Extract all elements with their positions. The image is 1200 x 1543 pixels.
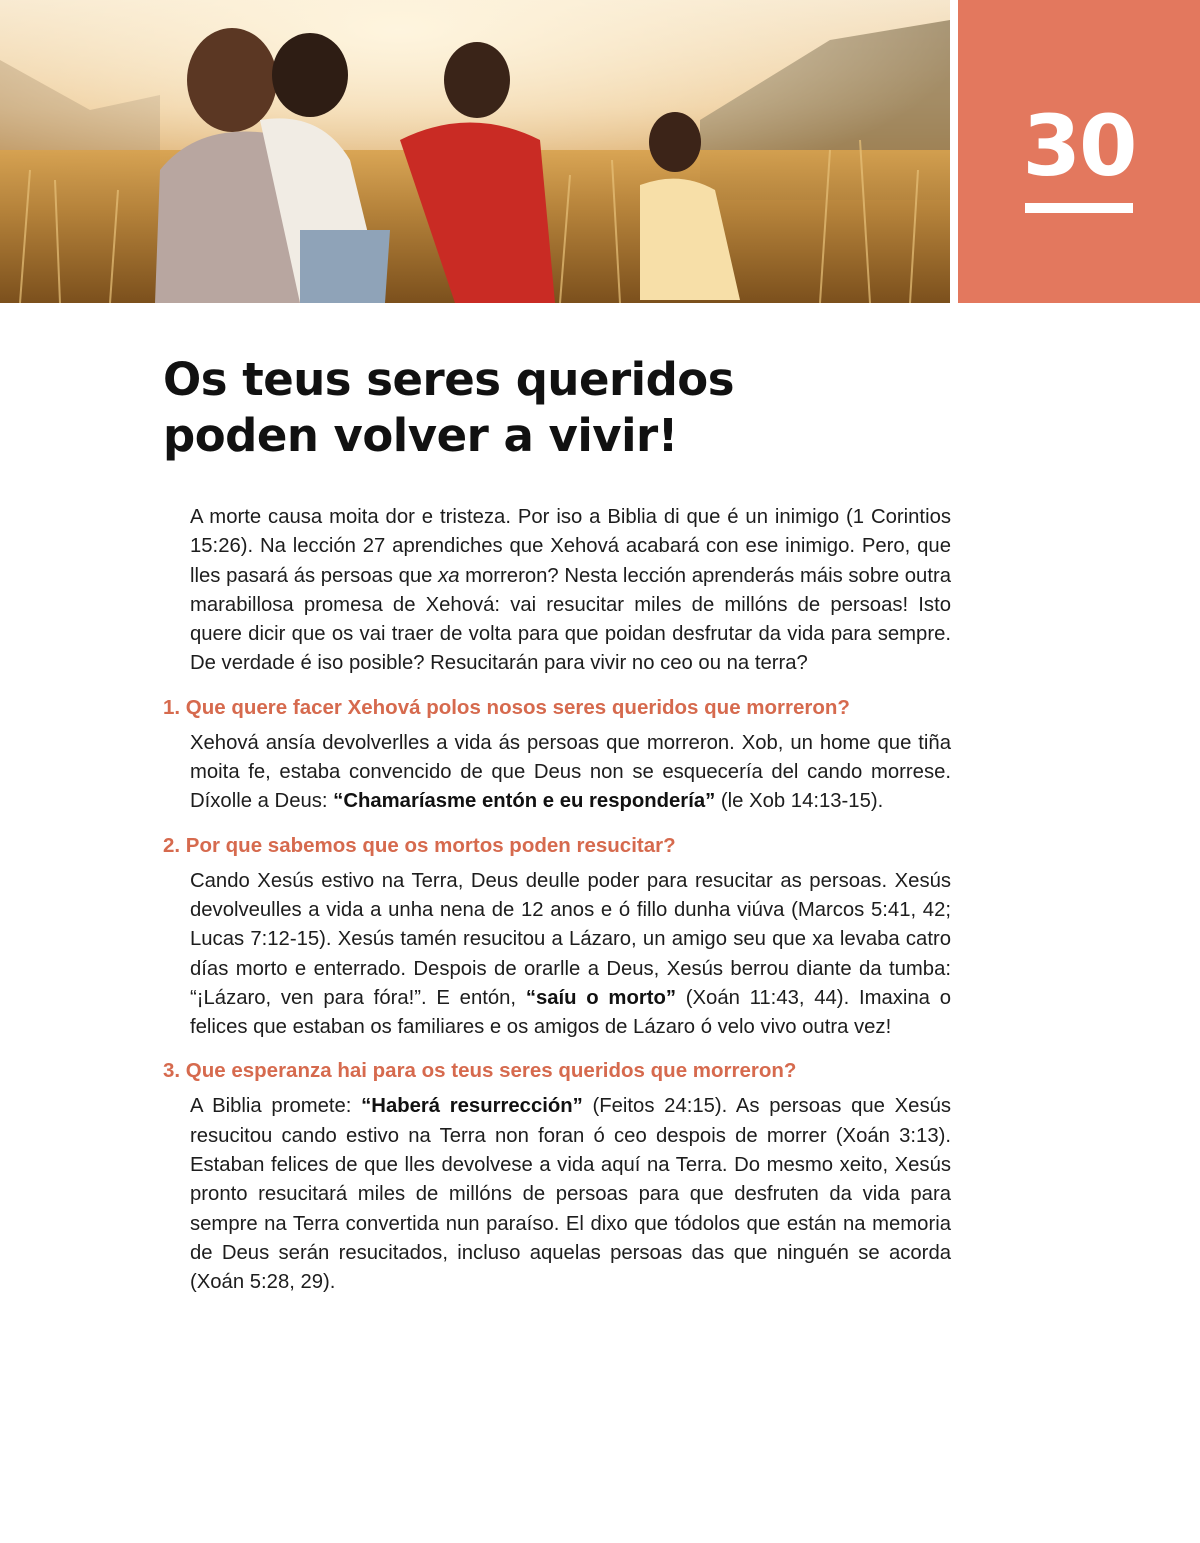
number-underline xyxy=(1025,203,1133,213)
intro-paragraph: A morte causa moita dor e tristeza. Por iso a Biblia di que é un inimigo (1 Corintios 15:26). Na lección 27 aprendiches que Xehová acabará con ese inimigo. Pero, que lles pasará ás persoas que xa morreron? Nesta lección aprenderás máis sobre outra marabillosa promesa de Xehová: vai resucitar miles de millóns de persoas! Isto quere dicir que os vai traer de volta para que poidan desfrutar da vida para sempre. De verdade é iso posible? Resucitarán para vivir no ceo ou na terra? xyxy=(190,506,952,675)
answer-2: Cando Xesús estivo na Terra, Deus deulle poder para resucitar as persoas. Xesús devolveulles a vida a unha nena de 12 anos e ó fillo dunha viúva (Marcos 5:41, 42; Lucas 7:12-15). Xesús tamén resucitou a Lázaro, un amigo seu que xa levaba catro días morto e enterrado. Despois de orarlle a Deus, Xesús berrou diante da tumba: “¡Lázaro, ven para fóra!”. E entón, “saíu o morto” (Xoán 11:43, 44). Imaxina o felices que estaban os familiares e os amigos de Lázaro ó velo vivo outra vez! xyxy=(190,869,951,1039)
title-line-2: poden volver a vivir! xyxy=(163,409,678,462)
answer-3: A Biblia promete: “Haberá resurrección” (Feitos 24:15). As persoas que Xesús resucitou cando estivo na Terra non foran ó ceo despois de morrer (Xoán 3:13). Estaban felices de que lles devolvese a vida aquí na Terra. Do mesmo xeito, Xesús pronto resucitará miles de millóns de persoas para que desfruten da vida para sempre na Terra convertida nun paraíso. El dixo que tódolos que están na memoria de Deus serán resucitados, incluso aquelas persoas das que ninguén se acorda (Xoán 5:28, 29). xyxy=(190,1095,952,1294)
scripture-quote: “Haberá resurrección” xyxy=(361,1095,583,1118)
scripture-quote: “Chamaríasme entón e eu respondería” xyxy=(333,790,716,813)
question-3: 3. Que esperanza hai para os teus seres queridos que morreron? xyxy=(163,1059,797,1083)
emphasis: xa xyxy=(438,564,460,587)
question-1: 1. Que quere facer Xehová polos nosos seres queridos que morreron? xyxy=(163,695,850,719)
lesson-number-badge xyxy=(958,0,1200,303)
lesson-body xyxy=(163,503,951,1298)
page-title xyxy=(163,352,883,464)
hero-photo xyxy=(0,0,950,303)
scripture-quote: “saíu o morto” xyxy=(525,986,677,1009)
question-2: 2. Por que sabemos que os mortos poden resucitar? xyxy=(163,833,676,857)
family-meadow-illustration xyxy=(0,0,950,303)
title-line-1: Os teus seres queridos xyxy=(163,353,734,406)
lesson-number: 30 xyxy=(1022,97,1136,195)
answer-1: Xehová ansía devolverlles a vida ás persoas que morreron. Xob, un home que tiña moita fe, estaba convencido de que Deus non se esquecería del cando morrese. Díxolle a Deus: “Chamaríasme entón e eu respondería” (le Xob 14:13-15). xyxy=(190,731,951,813)
